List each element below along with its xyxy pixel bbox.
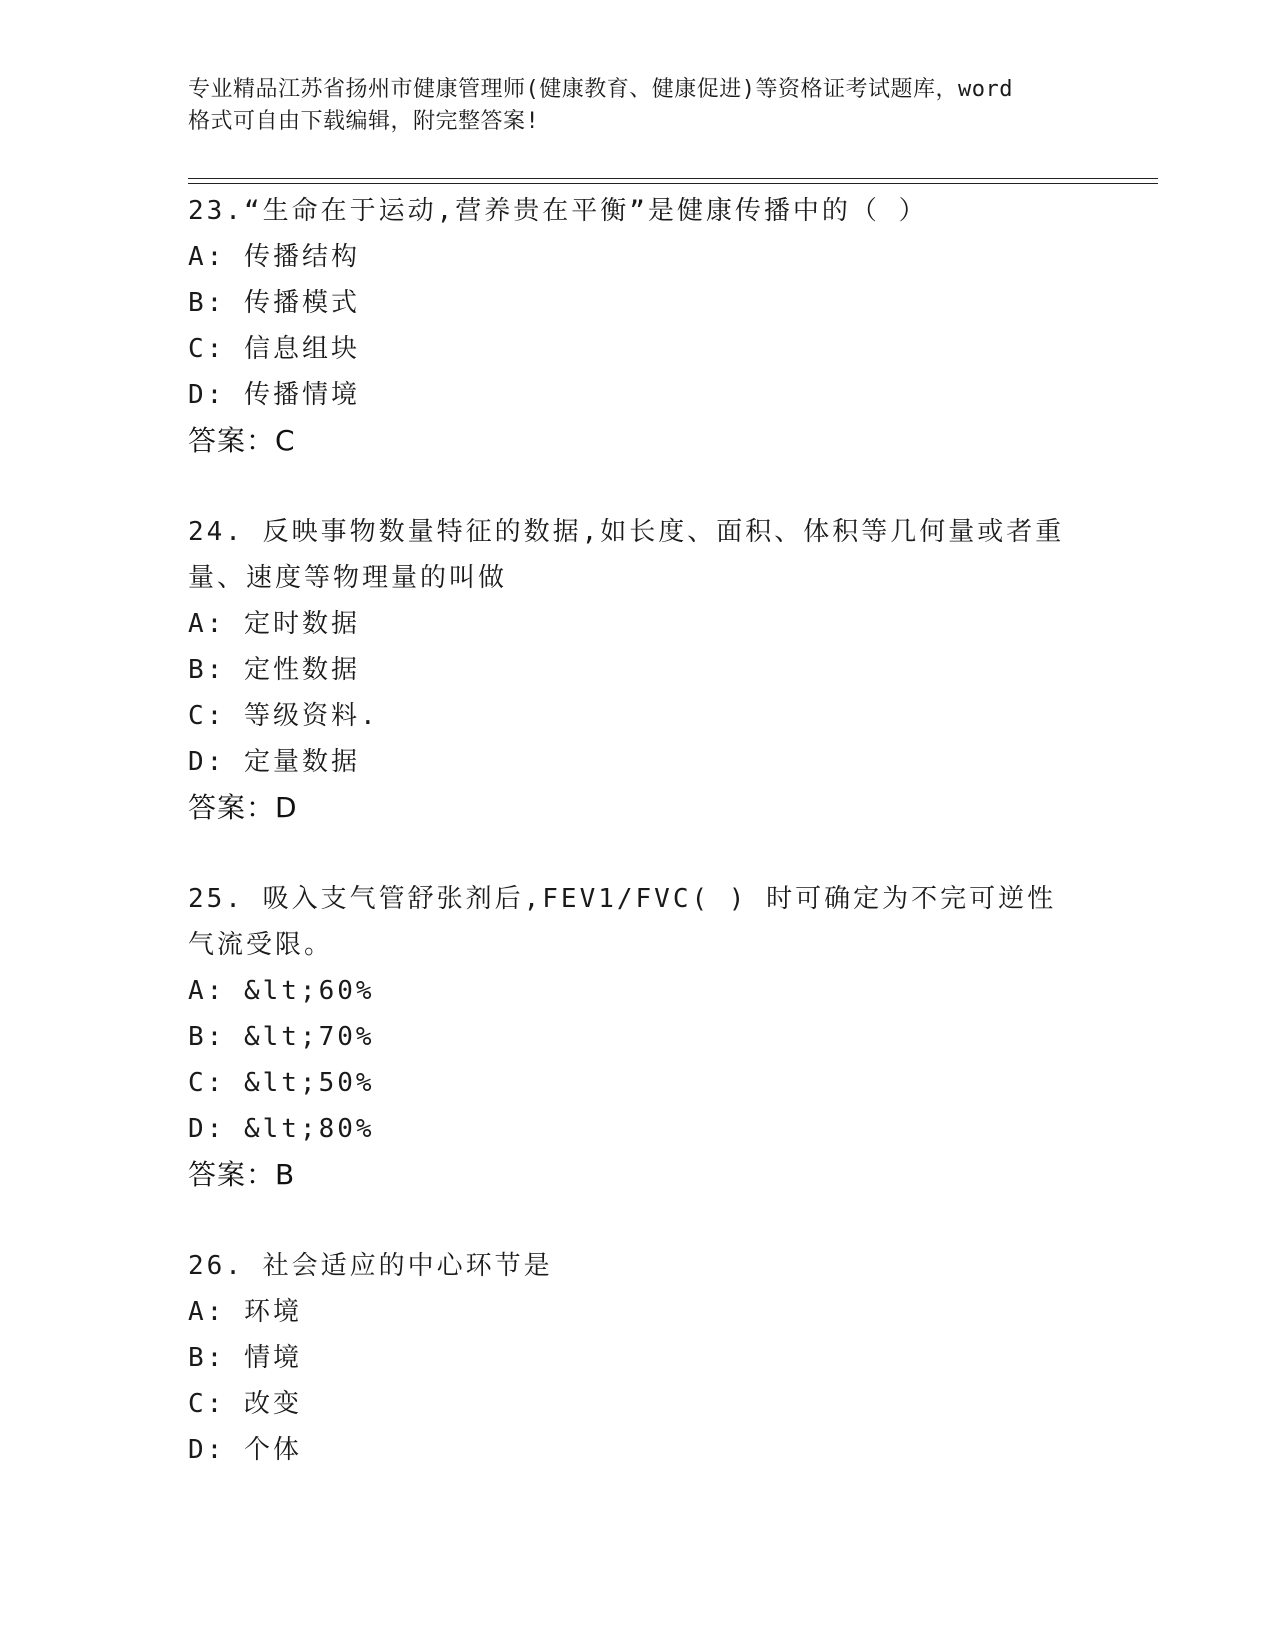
question-list: [188, 188, 1088, 1473]
answer-line: 答案：B: [188, 1158, 296, 1191]
option-b: B: 传播模式: [188, 288, 360, 318]
question-stem: 25. 吸入支气管舒张剂后,FEV1/FVC( ) 时可确定为不完可逆性气流受限。: [188, 884, 1057, 960]
answer-line: 答案：D: [188, 791, 298, 824]
question-23: [188, 188, 1088, 464]
option-b: B: &lt;70%: [188, 1022, 375, 1052]
answer-line: 答案：C: [188, 424, 296, 457]
option-d: D: 传播情境: [188, 380, 360, 410]
question-26: [188, 1243, 1088, 1473]
header-divider-bottom: [188, 183, 1158, 184]
option-b: B: 情境: [188, 1343, 302, 1373]
option-c: C: 等级资料.: [188, 701, 379, 731]
option-d: D: 定量数据: [188, 747, 360, 777]
option-d: D: 个体: [188, 1435, 302, 1465]
question-stem: 24. 反映事物数量特征的数据,如长度、面积、体积等几何量或者重量、速度等物理量的叫做: [188, 517, 1065, 593]
question-stem: 23.“生命在于运动,营养贵在平衡”是健康传播中的（ ）: [188, 196, 928, 226]
option-c: C: 信息组块: [188, 334, 360, 364]
document-header: [188, 74, 1088, 138]
option-b: B: 定性数据: [188, 655, 360, 685]
question-25: [188, 876, 1088, 1198]
question-stem: 26. 社会适应的中心环节是: [188, 1251, 553, 1281]
header-line-1: 专业精品江苏省扬州市健康管理师(健康教育、健康促进)等资格证考试题库，word: [188, 77, 1013, 102]
question-24: [188, 509, 1088, 831]
header-divider-top: [188, 178, 1158, 179]
option-a: A: 定时数据: [188, 609, 360, 639]
option-a: A: 传播结构: [188, 242, 360, 272]
header-line-2: 格式可自由下载编辑，附完整答案!: [188, 109, 540, 134]
option-d: D: &lt;80%: [188, 1114, 375, 1144]
option-a: A: 环境: [188, 1297, 302, 1327]
option-a: A: &lt;60%: [188, 976, 375, 1006]
option-c: C: &lt;50%: [188, 1068, 375, 1098]
option-c: C: 改变: [188, 1389, 302, 1419]
